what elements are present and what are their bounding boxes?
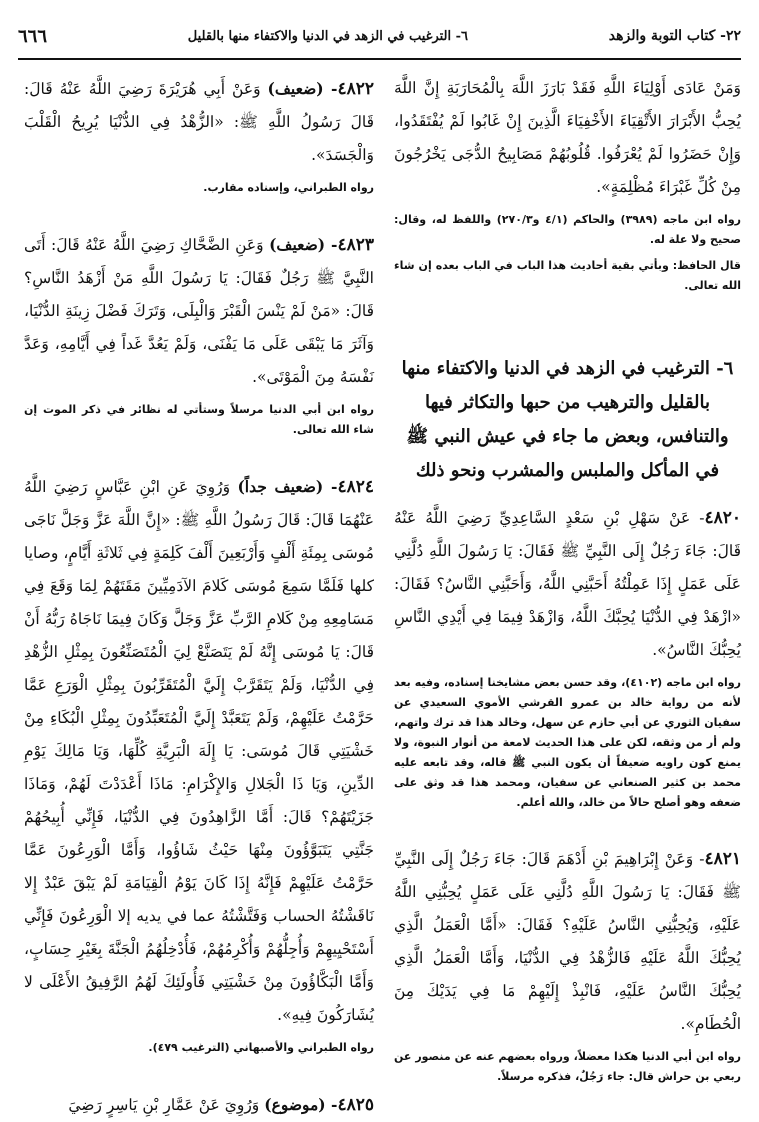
hadith-grade: - (ضعيف): [269, 235, 338, 254]
hadith-grade: - (ضعيف جداً): [237, 477, 338, 496]
hadith-grade: - (ضعيف): [267, 79, 338, 98]
continued-hadith-text: وَمَنْ عَادَى أَوْلِيَاءَ اللَّهِ فَقَدْ بَارَزَ اللَّهَ بِالْمُحَارَبَةِ إِنَّ اللَّهَ يُحِبُّ الأَبْرَارَ الأَتْقِيَاءَ الأَخْفِيَاءَ الَّذِينَ إِنْ غَابُوا لَمْ يُفْتَقَدُوا، وَإِنْ حَضَرُوا لَمْ يُعْرَفُوا. قُلُوبُهُمْ مَصَابِيحُ الدُّجَى يَخْرُجُونَ مِنْ كُلِّ غَبْرَاءَ مُظْلِمَةٍ».: [394, 79, 741, 196]
left-column: [24, 72, 374, 1115]
hadith-text: وَرُوِيَ عَنْ عَمَّارِ بْنِ يَاسِرٍ رَضِيَ: [68, 1096, 260, 1114]
hadith-4820: [394, 502, 741, 667]
hadith-number: ٤٨٢٠: [704, 508, 741, 528]
hadith-text: وَرُوِيَ عَنِ ابْنِ عَبَّاسٍ رَضِيَ اللَّهُ عَنْهُمَا قَالَ: قَالَ رَسُولُ اللَّهِ ﷺ: «إِنَّ اللَّهَ عَزَّ وَجَلَّ نَاجَى مُوسَى بِمِئَةِ أَلْفٍ وَأَرْبَعِينَ أَلْفَ كَلِمَةٍ فِي ثَلاثَةِ أَيَّامٍ، وصايا كلها فَلَمَّا سَمِعَ مُوسَى كَلامَ الآدَمِيِّينَ مَقَتَهُمْ لِمَا وَقَعَ فِي مَسَامِعِهِ مِنْ كَلامِ الرَّبِّ عَزَّ وَجَلَّ وَكَانَ فِيمَا نَاجَاهُ رَبُّهُ أَنْ قَالَ: يَا مُوسَى إِنَّهُ لَمْ يَتَصَنَّعْ لِيَ الْمُتَصَنِّعُونَ بِمِثْلِ الزُّهْدِ فِي الدُّنْيَا، وَلَمْ يَتَقَرَّبْ إِلَيَّ الْمُتَقَرِّبُونَ بِمِثْلِ الْوَرَعِ عَمَّا حَرَّمْتُ عَلَيْهِمْ، وَلَمْ يَتَعَبَّدْ إِلَيَّ الْمُتَعَبِّدُونَ بِمِثْلِ الْبُكَاءِ مِنْ خَشْيَتِي قَالَ مُوسَى: يَا إِلَهَ الْبَرِيَّةِ كُلِّهَا، وَيَا مَالِكَ يَوْمِ الدِّينِ، وَيَا ذَا الْجَلالِ وَالإِكْرَامِ: مَاذَا أَعْدَدْتَ لَهُمْ، وَمَاذَا جَزَيْتَهُمْ؟ قَالَ: أَمَّا الزَّاهِدُونَ فِي الدُّنْيَا، فَإِنِّي أُبِيحُهُمْ جَنَّتِي يَتَبَوَّؤُونَ مِنْهَا حَيْثُ شَاؤُوا، وَأَمَّا الْوَرِعُونَ عَمَّا حَرَّمْتُ عَلَيْهِمْ فَإِنَّهُ إِذَا كَانَ يَوْمُ الْقِيَامَةِ لَمْ يَبْقَ عَبْدٌ إِلا نَاقَشْتُهُ الحساب وَفَتَّشْتُهُ عما في يديه إلا الْوَرِعُونَ فَإِنِّي أَسْتَحْيِيهِمْ وَأُجِلُّهُمْ وَأُكْرِمُهُمْ، فَأُدْخِلُهُمُ الْجَنَّةَ بِغَيْرِ حِسَابٍ، وَأَمَّا الْبَكَّاؤُونَ مِنْ خَشْيَتِي فَأُولَئِكَ لَهُمُ الرَّفِيقُ الأَعْلَى لا يُشَارَكُونَ فِيهِ».: [24, 478, 374, 1024]
hadith-number: ٤٨٢٢: [337, 79, 374, 99]
header-section: ٦- الترغيب في الزهد في الدنيا والاكتفاء منها بالقليل: [187, 28, 469, 44]
hafiz-note: قال الحافظ: وبأتي بقية أحاديث هذا الباب في الباب بعده إن شاء الله تعالى.: [394, 259, 741, 292]
hadith-text: وَعَنِ الضَّحَّاكِ رَضِيَ اللَّهُ عَنْهُ قَالَ: أَتَى النَّبِيَّ ﷺ رَجُلٌ فَقَالَ: يَا رَسُولَ اللَّهِ مَنْ أَزْهَدُ النَّاسِ؟ قَالَ: «مَنْ لَمْ يَنْسَ الْقَبْرَ وَالْبِلَى، وَتَرَكَ فَضْلَ زِينَةِ الدُّنْيَا، وَآثَرَ مَا يَبْقَى عَلَى مَا يَفْنَى، وَلَمْ يَعُدَّ غَداً فِي أَيَّامِهِ، وَعَدَّ نَفْسَهُ مِنَ الْمَوْتَى».: [24, 236, 374, 386]
hadith-4824-source: رواه الطبراني والأصبهاني (الترغيب ٤٧٩).: [148, 1041, 374, 1054]
hadith-4822-source: رواه الطبراني، وإسناده مقارب.: [203, 181, 374, 194]
hadith-4820-source: رواه ابن ماجه (٤١٠٢)، وقد حسن بعض مشايخنا إسناده، وفيه بعد لأنه من رواية خالد بن عمرو القرشي الأموي السعيدي عن سفيان الثوري عن أبي حازم عن سهل، وخالد هذا قد ترك واتهم، ولم أر من وثقه، لكن على هذا الحديث لامعة من أنوار النبوة، ولا يمنع كون راويه ضعيفاً أن يكون النبي ﷺ قاله، وقد تابعه عليه محمد بن كثير الصنعاني عن سفيان، ومحمد هذا قد وثق على ضعفه وهو أصلح حالاً من خالد، والله أعلم.: [394, 676, 741, 809]
hadith-number: ٤٨٢٤: [337, 477, 374, 497]
hadith-number: ٤٨٢٣: [337, 235, 374, 255]
hadith-4821: [394, 843, 741, 1041]
two-columns: [18, 72, 741, 1115]
hadith-text: - وَعَنْ إِبْرَاهِيمَ بْنِ أَدْهَمَ قَالَ: جَاءَ رَجُلٌ إِلَى النَّبِيِّ ﷺ فَقَالَ: يَا رَسُولَ اللَّهِ دُلَّنِي عَلَى عَمَلٍ يُحِبُّنِي اللَّهُ عَلَيْهِ، وَيُحِبُّنِي النَّاسُ عَلَيْهِ؟ فَقَالَ: «أَمَّا الْعَمَلُ الَّذِي يُحِبُّكَ اللَّهُ عَلَيْهِ فَالزُّهْدُ فِي الدُّنْيَا، وَأَمَّا الْعَمَلُ الَّذِي يُحِبُّكَ النَّاسُ عَلَيْهِ، فَانْبِذْ إِلَيْهِمْ مَا فِي يَدَيْكَ مِنَ الْحُطَامِ».: [394, 850, 741, 1033]
right-column: [394, 72, 741, 1096]
section-title: ٦- الترغيب في الزهد في الدنيا والاكتفاء منها بالقليل والترهيب من حبها والتكاثر فيها والتنافس، وبعض ما جاء في عيش النبي ﷺ في المأكل والملبس والمشرب ونحو ذلك: [401, 358, 734, 481]
header-chapter: ٢٢- كتاب التوبة والزهد: [608, 28, 741, 44]
hadith-text: - عَنْ سَهْلِ بْنِ سَعْدٍ السَّاعِدِيِّ رَضِيَ اللَّهُ عَنْهُ قَالَ: جَاءَ رَجُلٌ إِلَى النَّبِيِّ ﷺ فَقَالَ: يَا رَسُولَ اللَّهِ دُلَّنِي عَلَى عَمَلٍ إِذَا عَمِلْتُهُ أَحَبَّنِي اللَّهُ، وَأَحَبَّنِي النَّاسُ؟ فَقَالَ: «ازْهَدْ فِي الدُّنْيَا يُحِبَّكَ اللَّهُ، وَازْهَدْ فِيمَا فِي أَيْدِي النَّاسِ يُحِبُّكَ النَّاسُ».: [394, 509, 741, 659]
page-header: [18, 14, 741, 60]
hadith-4823-source: رواه ابن أبي الدنيا مرسلاً وستأتي له نظائر في ذكر الموت إن شاء الله تعالى.: [24, 403, 374, 436]
hadith-number: ٤٨٢٥: [337, 1095, 374, 1115]
hadith-text: وَعَنْ أَبِي هُرَيْرَةَ رَضِيَ اللَّهُ عَنْهُ قَالَ: قَالَ رَسُولُ اللَّهِ ﷺ: «الزُّهْدُ فِي الدُّنْيَا يُرِيحُ الْقَلْبَ وَالْجَسَدَ».: [24, 80, 374, 164]
page-number: ٦٦٦: [18, 25, 48, 47]
hadith-grade: - (موضوع): [264, 1095, 338, 1114]
hadith-4821-source: رواه ابن أبي الدنيا هكذا معضلاً، ورواه بعضهم عنه عن منصور عن ربعي بن حراش قال: جاء رَجُلٌ، فذكره مرسلاً.: [394, 1050, 741, 1083]
hadith-4822: [24, 72, 374, 172]
hadith-4823: [24, 228, 374, 394]
hadith-number: ٤٨٢١: [704, 849, 741, 869]
continued-hadith-source: رواه ابن ماجه (٣٩٨٩) والحاكم (٤/١ و٢٧٠/٣) واللفظ له، وقال: صحيح ولا علة له.: [394, 213, 741, 246]
hadith-4824: [24, 470, 374, 1032]
hadith-4825: [24, 1088, 374, 1122]
